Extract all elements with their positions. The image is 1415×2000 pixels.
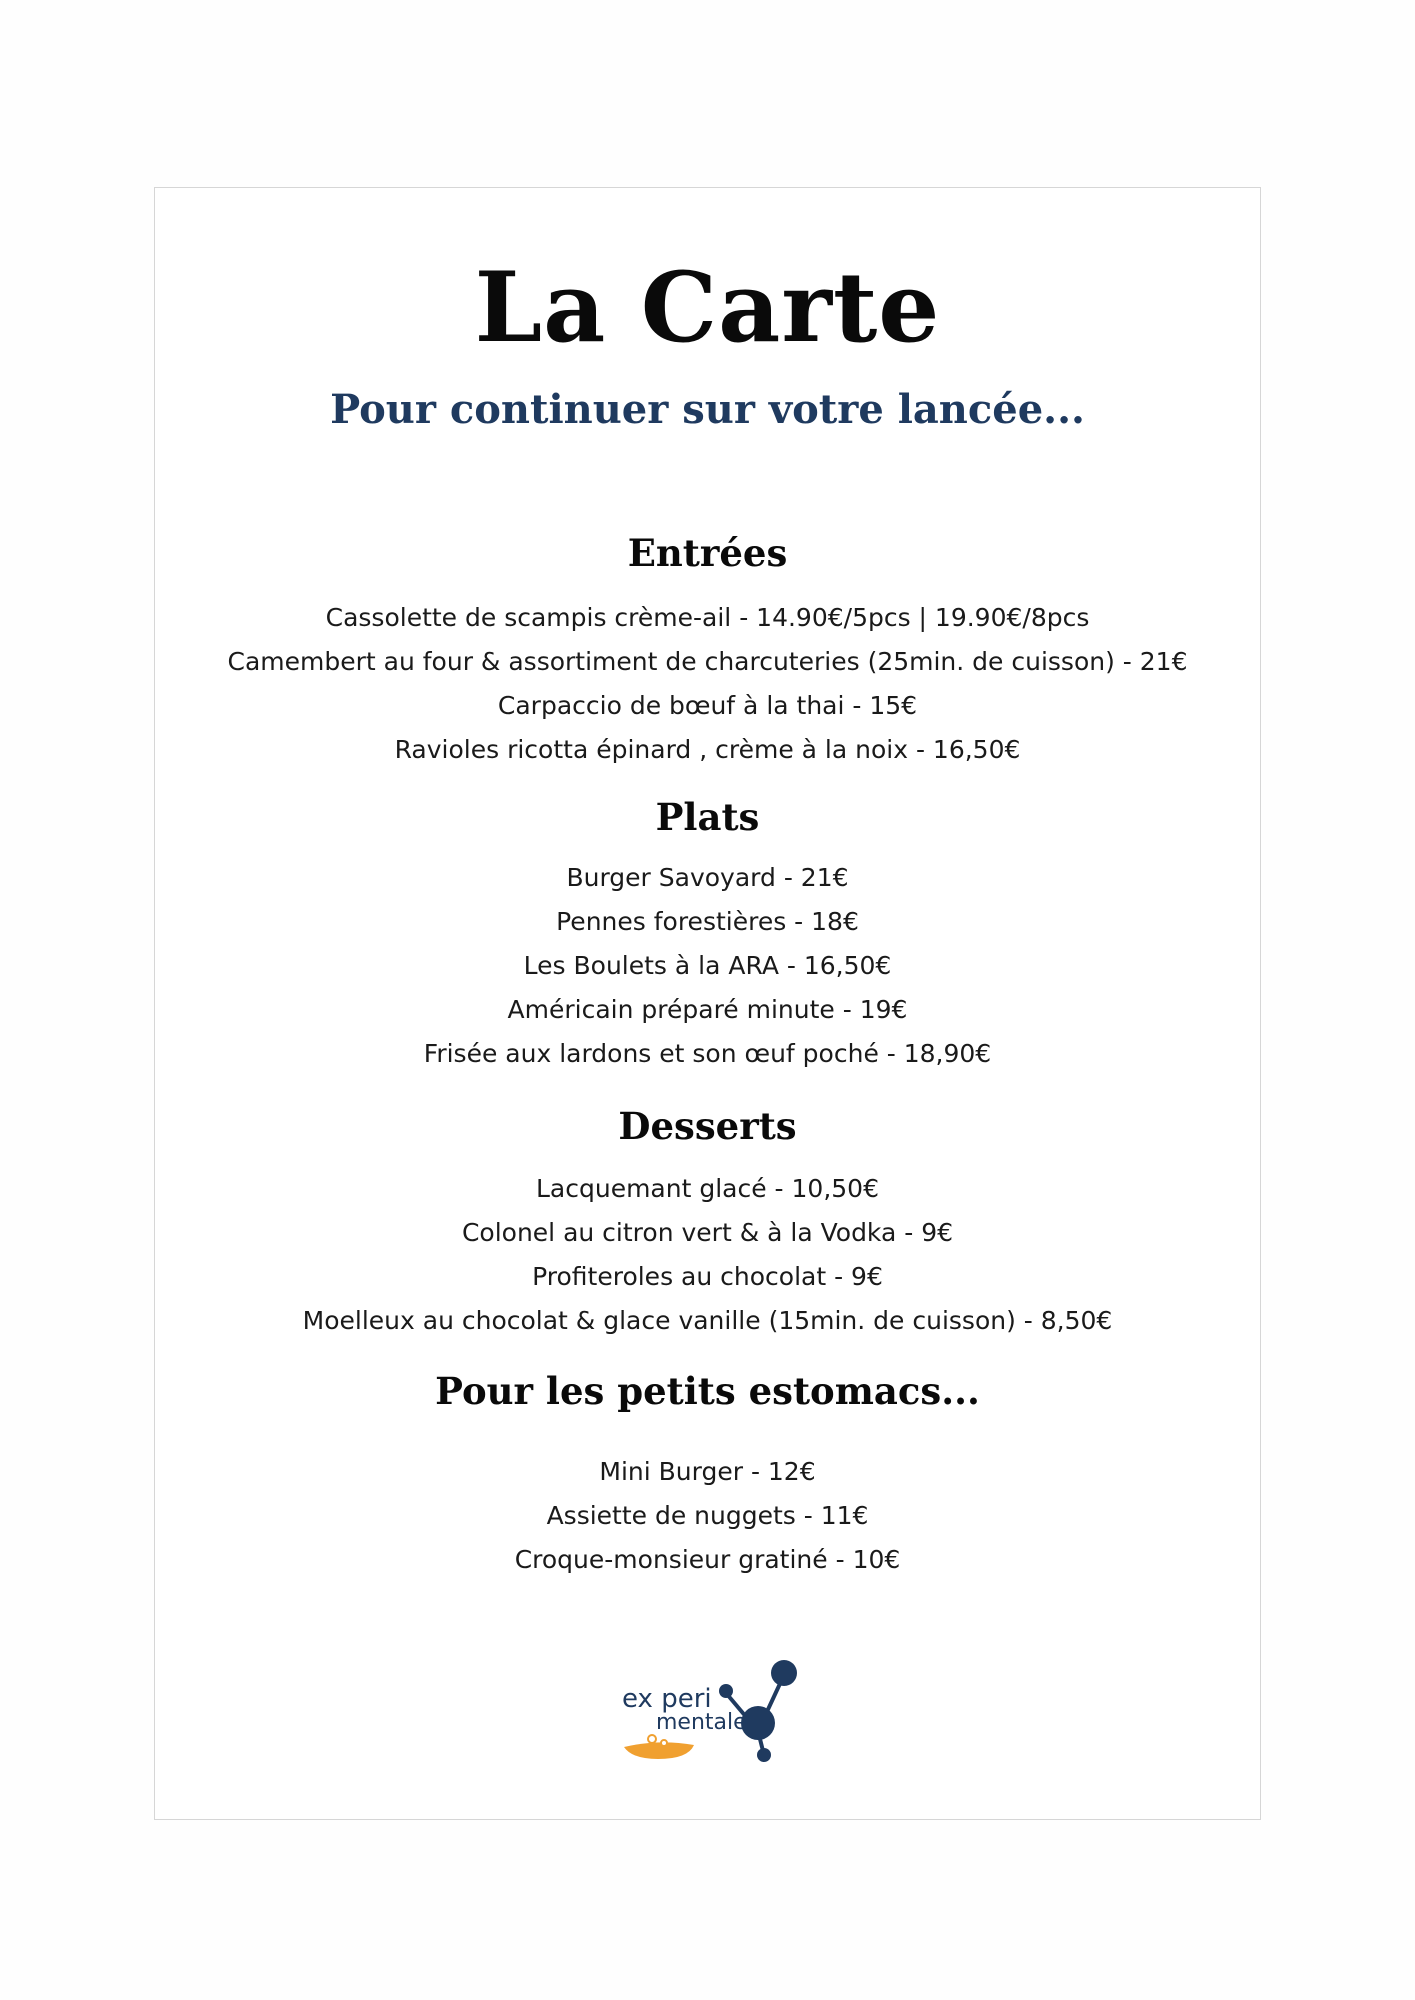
- menu-item: Assiette de nuggets - 11€: [546, 1501, 869, 1530]
- page-subtitle: Pour continuer sur votre lancée...: [330, 386, 1085, 433]
- section-title-entrees: Entrées: [627, 531, 788, 575]
- logo-bubble-icon: [648, 1735, 656, 1743]
- menu-item: Frisée aux lardons et son œuf poché - 18,90€: [423, 1039, 992, 1068]
- section-title-desserts: Desserts: [618, 1104, 797, 1148]
- menu-item: Les Boulets à la ARA - 16,50€: [523, 951, 892, 980]
- logo-bubble-icon: [661, 1740, 667, 1746]
- logo-dish-icon: [624, 1742, 694, 1759]
- logo-molecule-atom: [771, 1660, 797, 1686]
- section-title-petits-estomacs: Pour les petits estomacs...: [435, 1369, 980, 1413]
- menu-item: Lacquemant glacé - 10,50€: [535, 1174, 879, 1203]
- menu-item: Croque-monsieur gratiné - 10€: [514, 1545, 901, 1574]
- section-title-plats: Plats: [655, 795, 760, 839]
- menu-item: Camembert au four & assortiment de charcuteries (25min. de cuisson) - 21€: [227, 647, 1188, 676]
- section-items-desserts: [0, 1167, 1415, 1343]
- menu-item: Pennes forestières - 18€: [556, 907, 859, 936]
- menu-item: Profiteroles au chocolat - 9€: [532, 1262, 883, 1291]
- logo-molecule-atom: [719, 1684, 733, 1698]
- experimentale-logo: [618, 1655, 808, 1765]
- logo-text-line1: ex peri: [622, 1684, 712, 1714]
- logo-text-line2: mentale: [656, 1710, 747, 1735]
- menu-item: Américain préparé minute - 19€: [507, 995, 908, 1024]
- menu-item: Colonel au citron vert & à la Vodka - 9€: [461, 1218, 954, 1247]
- menu-item: Moelleux au chocolat & glace vanille (15min. de cuisson) - 8,50€: [302, 1306, 1113, 1335]
- menu-item: Cassolette de scampis crème-ail - 14.90€/5pcs | 19.90€/8pcs: [325, 603, 1090, 632]
- section-items-plats: [0, 856, 1415, 1076]
- menu-item: Carpaccio de bœuf à la thai - 15€: [497, 691, 918, 720]
- page-title: La Carte: [474, 251, 941, 364]
- menu-item: Mini Burger - 12€: [599, 1457, 816, 1486]
- menu-item: Ravioles ricotta épinard , crème à la noix - 16,50€: [394, 735, 1021, 764]
- logo-molecule-atom: [757, 1748, 771, 1762]
- section-items-entrees: [0, 596, 1415, 772]
- section-items-petits-estomacs: [0, 1450, 1415, 1582]
- menu-item: Burger Savoyard - 21€: [566, 863, 849, 892]
